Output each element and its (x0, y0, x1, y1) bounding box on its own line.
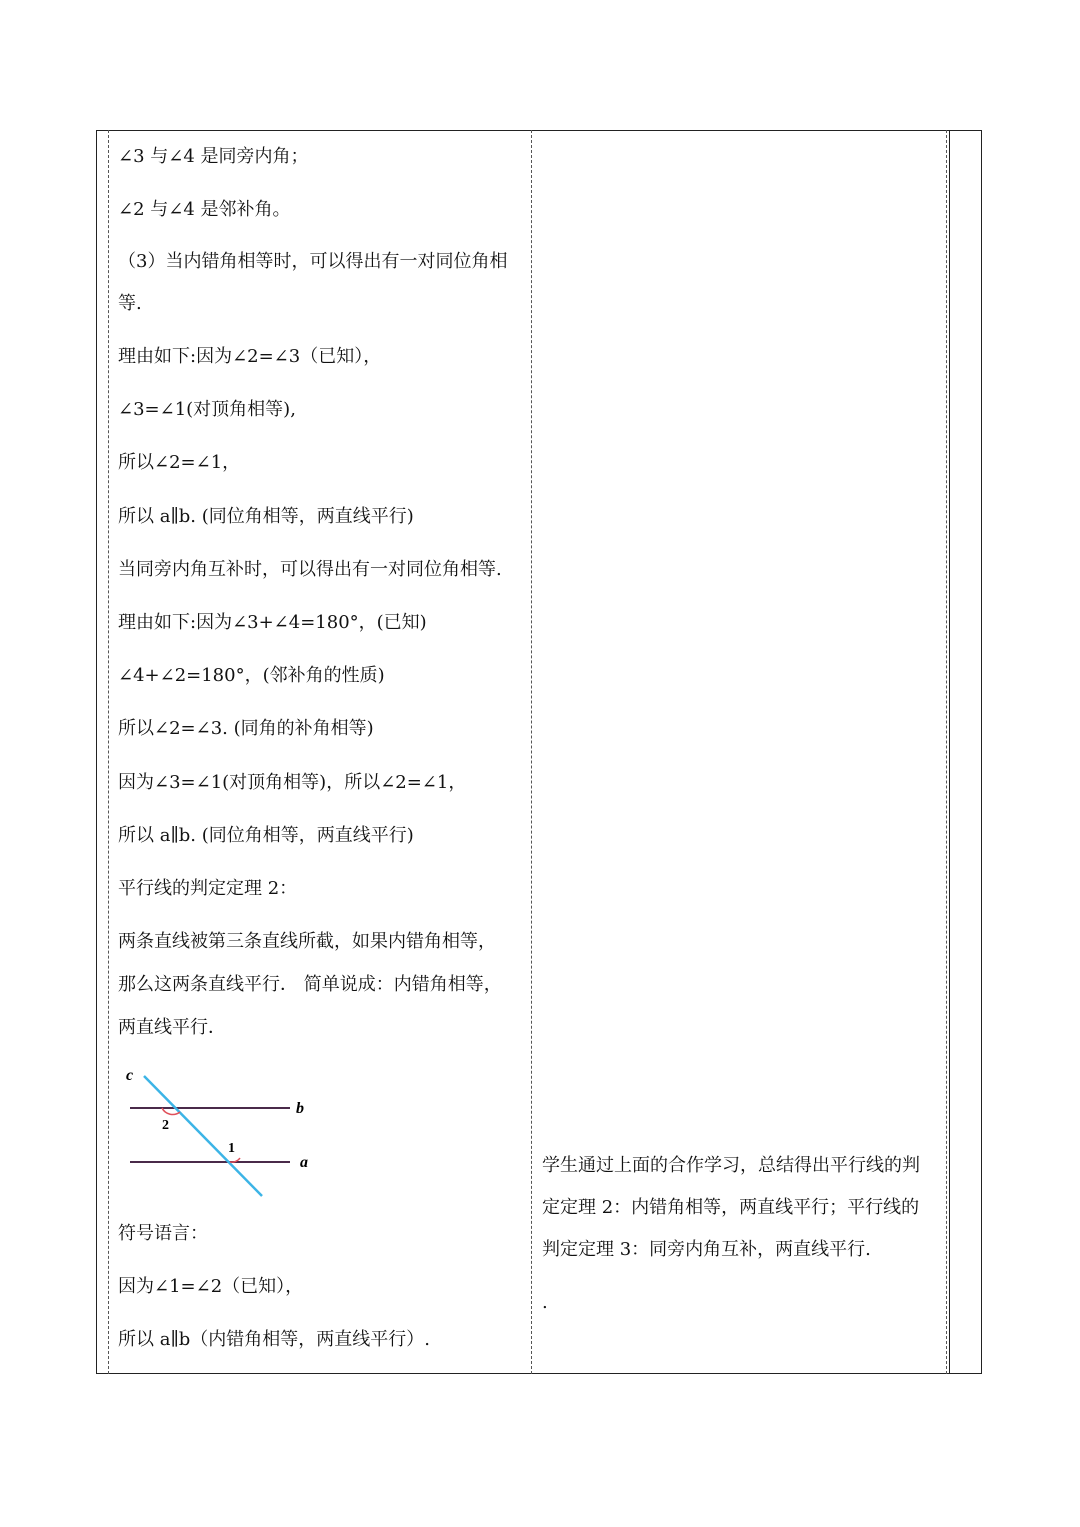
label-a: a (300, 1154, 308, 1171)
text-line: （3）当内错角相等时，可以得出有一对同位角相 (118, 251, 508, 272)
text-line: 所以∠2=∠1， (118, 452, 241, 473)
text-line: ∠3 与∠4 是同旁内角； (118, 146, 309, 167)
text-line: 两条直线被第三条直线所截，如果内错角相等， (118, 931, 496, 952)
text-line: . (542, 1292, 548, 1313)
label-angle-2: 2 (162, 1118, 169, 1133)
column-divider (531, 130, 532, 1374)
text-line: 两直线平行． (118, 1017, 226, 1038)
text-line: 那么这两条直线平行． 简单说成：内错角相等， (118, 974, 502, 995)
text-line: 当同旁内角互补时，可以得出有一对同位角相等. (118, 559, 502, 580)
label-b: b (296, 1100, 304, 1117)
text-line: 因为∠1=∠2（已知）， (118, 1276, 304, 1297)
text-line: 所以 a∥b. (同位角相等，两直线平行) (118, 506, 414, 527)
text-line: 所以 a∥b. (同位角相等，两直线平行) (118, 825, 414, 846)
column-divider-right (949, 130, 950, 1374)
text-line: ∠2 与∠4 是邻补角。 (118, 199, 291, 220)
column-divider-right-inner (946, 130, 947, 1374)
text-line: 平行线的判定定理 2： (118, 878, 298, 899)
text-line: 符号语言： (118, 1223, 208, 1244)
text-line: 等. (118, 293, 142, 314)
text-line: 所以 a∥b（内错角相等，两直线平行）. (118, 1329, 431, 1350)
transversal-c (144, 1076, 262, 1196)
text-line: 理由如下:因为∠2=∠3（已知）， (118, 346, 382, 367)
label-c: c (126, 1067, 134, 1084)
text-line: 所以∠2=∠3. (同角的补角相等) (118, 718, 374, 739)
text-line: 理由如下:因为∠3+∠4=180°，(已知) (118, 612, 427, 633)
text-line: 因为∠3=∠1(对顶角相等)，所以∠2=∠1， (118, 772, 467, 793)
text-line: ∠4+∠2=180°，(邻补角的性质) (118, 665, 385, 686)
table-left-inner-border (108, 130, 109, 1374)
text-line: 判定定理 3：同旁内角互补，两直线平行. (542, 1239, 871, 1260)
text-line: 学生通过上面的合作学习，总结得出平行线的判 (542, 1155, 920, 1176)
label-angle-1: 1 (228, 1141, 235, 1156)
parallel-lines-diagram (118, 1060, 338, 1210)
text-line: ∠3=∠1(对顶角相等), (118, 399, 296, 420)
text-line: 定定理 2：内错角相等，两直线平行；平行线的 (542, 1197, 920, 1218)
